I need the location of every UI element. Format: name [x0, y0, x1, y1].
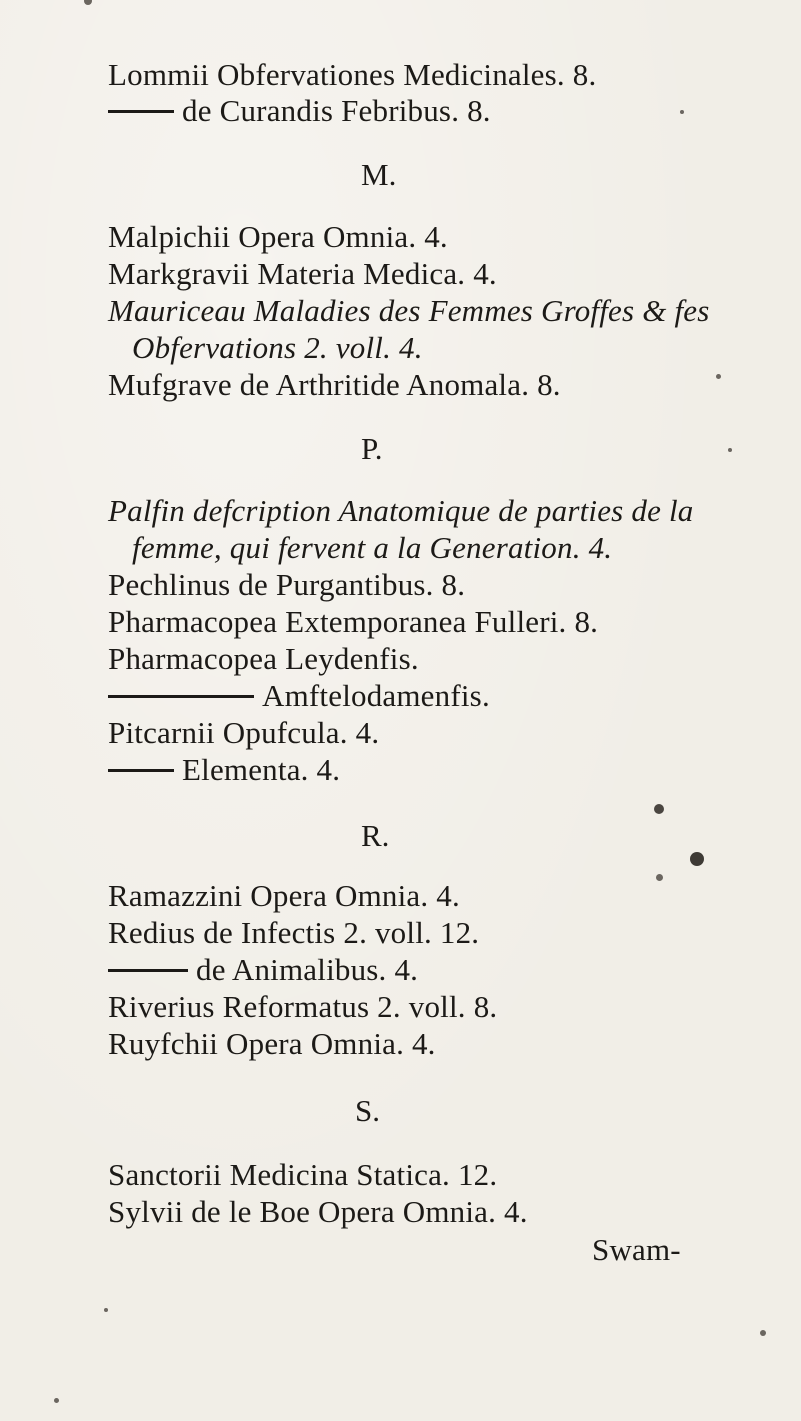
entry-text: de Animalibus. 4. — [196, 952, 419, 987]
ditto-dash — [108, 969, 188, 972]
entry-ramazzini: Ramazzini Opera Omnia. 4. — [108, 878, 460, 913]
section-letter-m: M. — [361, 157, 397, 192]
entry-palfin: Palfin defcription Anatomique de parties de la — [108, 493, 694, 528]
entry-redius: Redius de Infectis 2. voll. 12. — [108, 915, 480, 950]
entry-text: Elementa. 4. — [182, 752, 341, 787]
paper-speck — [656, 874, 663, 881]
ditto-dash — [108, 769, 174, 772]
entry-markgravii: Markgravii Materia Medica. 4. — [108, 256, 497, 291]
entry-sanctorii: Sanctorii Medicina Statica. 12. — [108, 1157, 498, 1192]
entry-text: Amftelodamenfis. — [262, 678, 490, 713]
ditto-dash — [108, 110, 174, 113]
paper-speck — [690, 852, 704, 866]
entry-pharmacopea-amftelodamenfis — [108, 677, 490, 715]
paper-speck — [654, 804, 664, 814]
paper-speck — [84, 0, 92, 5]
entry-mauriceau-continued: Obfervations 2. voll. 4. — [132, 330, 423, 365]
section-letter-s: S. — [355, 1093, 380, 1128]
paper-speck — [104, 1308, 108, 1312]
entry-text: de Curandis Febribus. 8. — [182, 93, 491, 128]
entry-lommii-de-curandis — [108, 92, 491, 130]
section-letter-r: R. — [361, 818, 390, 853]
entry-mauriceau: Mauriceau Maladies des Femmes Groffes & fes — [108, 293, 710, 328]
entry-pechlinus: Pechlinus de Purgantibus. 8. — [108, 567, 466, 602]
ditto-dash — [108, 695, 254, 698]
entry-pharmacopea-fulleri: Pharmacopea Extemporanea Fulleri. 8. — [108, 604, 599, 639]
catchword: Swam- — [592, 1232, 681, 1267]
entry-mufgrave: Mufgrave de Arthritide Anomala. 8. — [108, 367, 561, 402]
paper-speck — [728, 448, 732, 452]
paper-speck — [716, 374, 721, 379]
section-letter-p: P. — [361, 431, 383, 466]
entry-malpichii: Malpichii Opera Omnia. 4. — [108, 219, 448, 254]
entry-pitcarnii-elementa — [108, 751, 340, 789]
entry-redius-animalibus — [108, 951, 418, 989]
entry-lommii-observationes: Lommii Obfervationes Medicinales. 8. — [108, 57, 597, 92]
paper-speck — [760, 1330, 766, 1336]
entry-pharmacopea-leydenfis: Pharmacopea Leydenfis. — [108, 641, 419, 676]
entry-riverius: Riverius Reformatus 2. voll. 8. — [108, 989, 498, 1024]
entry-pitcarnii: Pitcarnii Opufcula. 4. — [108, 715, 380, 750]
entry-ruyfchii: Ruyfchii Opera Omnia. 4. — [108, 1026, 436, 1061]
entry-sylvii: Sylvii de le Boe Opera Omnia. 4. — [108, 1194, 528, 1229]
paper-speck — [680, 110, 684, 114]
paper-speck — [54, 1398, 59, 1403]
entry-palfin-continued: femme, qui fervent a la Generation. 4. — [132, 530, 613, 565]
